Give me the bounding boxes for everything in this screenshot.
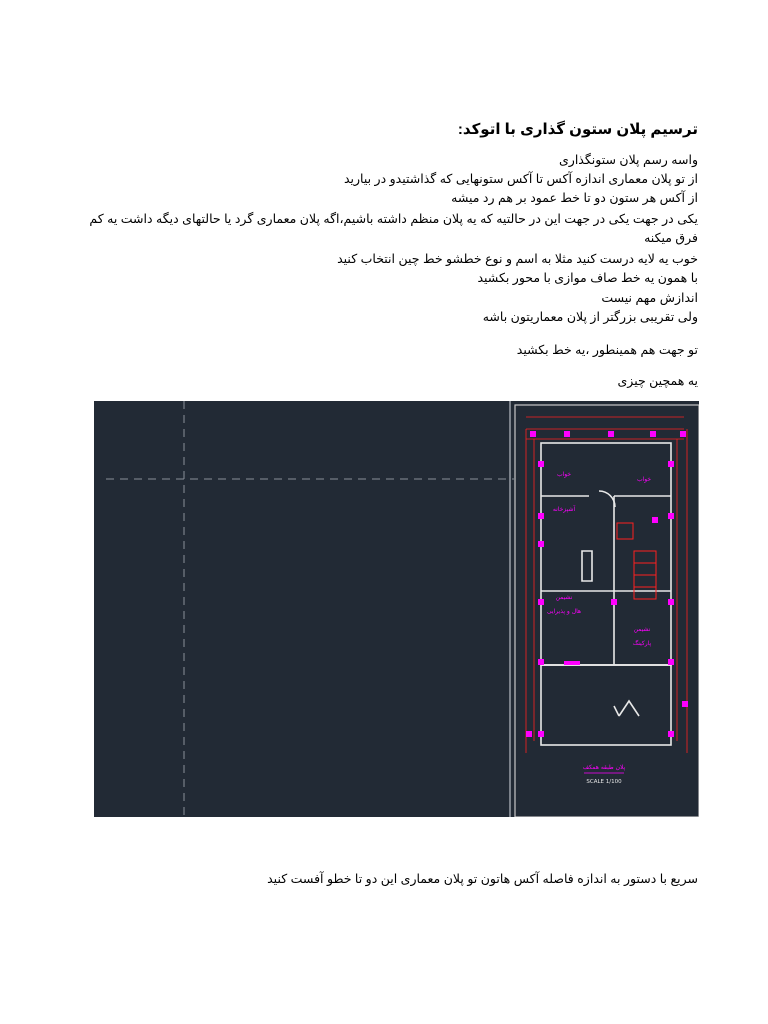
- paragraph-1: واسه رسم پلان ستونگذاری: [559, 153, 698, 167]
- paragraph-10: یه همچین چیزی: [617, 374, 698, 388]
- paragraph-11: سریع با دستور به اندازه فاصله آکس هاتون تو پلان معماری این دو تا خطو آفست کنید: [267, 872, 698, 886]
- room-label: نشیمن: [555, 594, 573, 601]
- paragraph-2: از تو پلان معماری اندازه آکس تا آکس ستونهایی که گذاشتیدو در بیارید: [343, 172, 698, 186]
- paragraph-5: خوب یه لایه درست کنید مثلا به اسم و نوع خطشو خط چین انتخاب کنید: [337, 252, 698, 266]
- page-title: ترسیم پلان ستون گذاری با اتوکد:: [457, 121, 698, 138]
- plan-title: پلان طبقه همکف: [582, 764, 626, 771]
- plan-scale: SCALE 1/100: [586, 779, 622, 785]
- autocad-screenshot: [94, 401, 699, 817]
- room-label: خواب: [556, 471, 572, 478]
- cad-background: [94, 401, 699, 817]
- room-label: نشیمن: [633, 626, 651, 633]
- paragraph-6: با همون یه خط صاف موازی با محور بکشید: [477, 271, 698, 285]
- paragraph-8: ولی تقریبی بزرگتر از پلان معماریتون باشه: [482, 310, 698, 324]
- room-label: هال و پذیرایی: [546, 608, 582, 615]
- paragraph-7: اندازش مهم نیست: [601, 291, 698, 305]
- room-label: آشپزخانه: [552, 506, 576, 513]
- room-label: خواب: [636, 476, 652, 483]
- room-label: پارکینگ: [632, 640, 652, 647]
- paragraph-3: از آکس هر ستون دو تا خط عمود بر هم رد میشه: [451, 191, 698, 205]
- paragraph-9: تو جهت هم همینطور ،یه خط بکشید: [516, 343, 698, 357]
- paragraph-4: یکی در جهت یکی در جهت این در حالتیه که یه پلان منظم داشته باشیم،اگه پلان معماری گرد یا حالتهای دیگه داشت یه کم فرق میکنه: [89, 212, 698, 245]
